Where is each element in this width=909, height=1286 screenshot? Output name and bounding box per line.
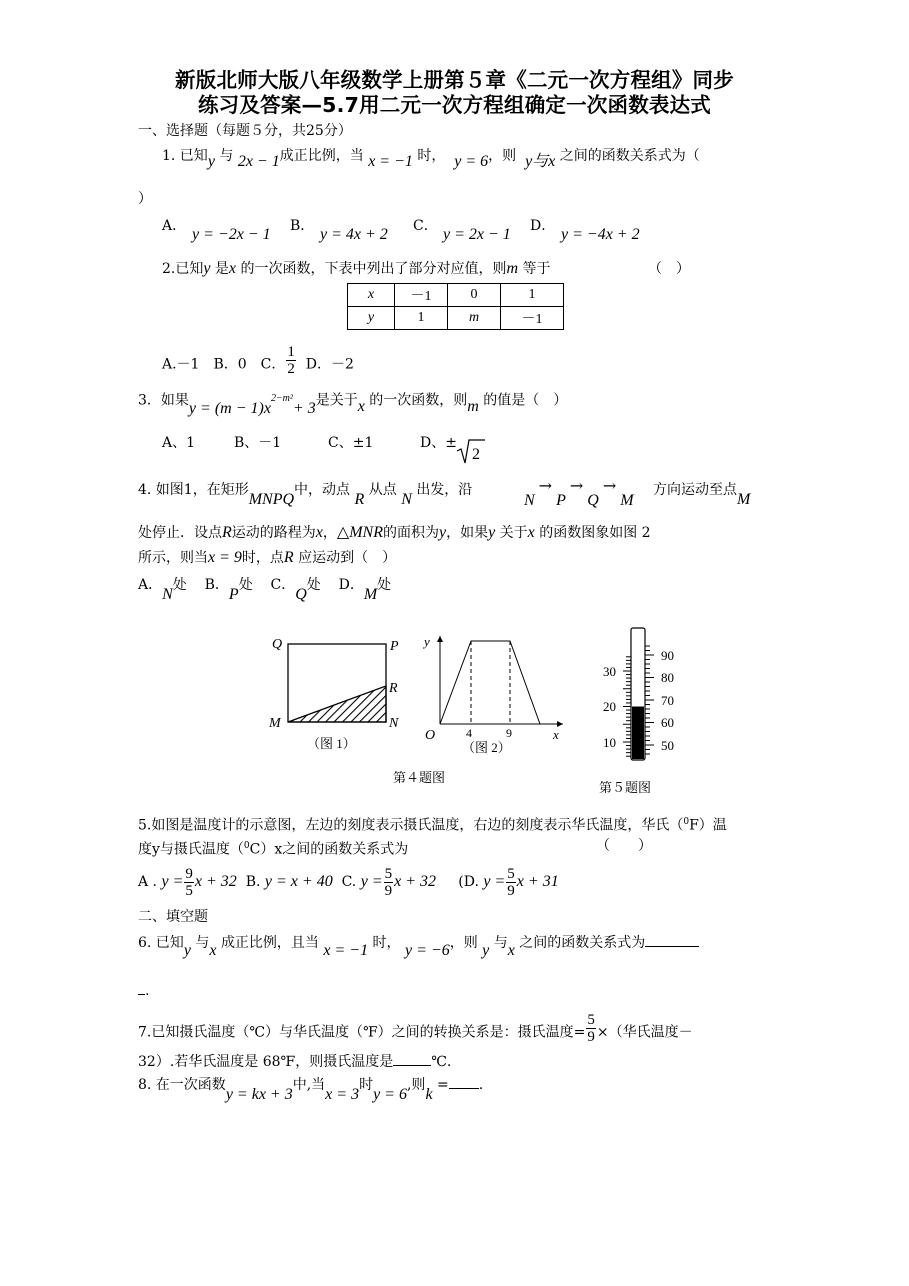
q8-text: ,则 — [406, 1077, 426, 1093]
q4-text: 4. 如图1，在矩形 — [138, 482, 249, 498]
q8-condition-x: x = 3 — [325, 1086, 360, 1103]
q4-text: 中，动点 — [294, 482, 351, 498]
q8-text: 中,当 — [292, 1077, 326, 1093]
table-cell: 1 — [501, 284, 564, 307]
q5-text: 5.如图是温度计的示意图，左边的刻度表示摄氏温度，右边的刻度表示华氏温度，华氏（ — [138, 817, 684, 834]
fig2-axis-x: x — [553, 727, 559, 742]
page-title: 新版北师大版八年级数学上册第５章《二元一次方程组》同步 — [175, 68, 734, 92]
q8-prefix: 8. 在一次函数 — [138, 1077, 226, 1093]
table-cell: x — [348, 284, 395, 307]
fraction-denominator: 9 — [587, 1029, 595, 1045]
q5-text: C）x之间的函数关系式为 — [249, 841, 409, 858]
q6-var-y: y — [482, 942, 490, 959]
q5-option-c-tail: x + 32 — [394, 873, 437, 890]
q8-condition-y: y = 6 — [373, 1086, 407, 1103]
q1-prefix: 1. 已知 — [162, 148, 208, 164]
q2-var-y: y — [203, 260, 211, 277]
section-heading-fill: 二、填空题 — [138, 909, 208, 925]
q2-value-table — [347, 283, 564, 330]
q1-text: 时， — [417, 148, 446, 164]
sqrt-symbol — [455, 437, 485, 467]
q5-option-label: (D. — [458, 874, 479, 890]
q4-path-point: M — [620, 492, 634, 509]
q6-var-x: x — [507, 942, 515, 959]
q5-text: 度y与摄氏温度（ — [138, 841, 244, 858]
q4-text: 的函数图象如图 2 — [539, 525, 651, 541]
q2-var-m: m — [506, 260, 519, 277]
fig1-label-n: N — [389, 716, 399, 731]
q2-text: 是 — [214, 261, 229, 277]
q4-text: ， — [322, 525, 337, 541]
table-cell: －1 — [501, 307, 564, 330]
q4-option-label: D． — [338, 577, 364, 593]
table-cell: 1 — [395, 307, 448, 330]
q6-text: 时， — [372, 935, 401, 951]
q4-text: 从点 — [368, 482, 397, 498]
q5-option-d-tail: x + 31 — [516, 873, 559, 890]
q5-option-label: B. — [245, 874, 261, 890]
q6-condition-y: y = −6 — [405, 942, 450, 959]
q1-close-paren: ） — [138, 191, 152, 207]
arrow-right-icon: → — [602, 476, 617, 495]
q5-answer-paren: （ ） — [596, 838, 652, 854]
question-2 — [162, 260, 551, 278]
q8-answer-blank[interactable] — [449, 1088, 479, 1089]
table-cell: m — [448, 307, 501, 330]
q6-condition-x: x = −1 — [323, 942, 369, 959]
q4-point-m: M — [737, 491, 751, 508]
q4-options — [138, 576, 392, 603]
q3-var-x: x — [357, 397, 365, 415]
q5-option-b: y = x + 40 — [264, 873, 333, 890]
q4-option-tail: 处 — [377, 577, 392, 593]
q5-option-a-tail: x + 32 — [194, 873, 237, 890]
fraction-denominator: 5 — [185, 882, 193, 899]
celsius-label-30: 30 — [603, 664, 616, 679]
q1-option-c: y = 2x − 1 — [443, 226, 511, 243]
question-4-line2: 处停止．设点R运动的路程为x，△MNR的面积为y，如果y 关于x 的函数图象如图 2 — [138, 524, 651, 541]
q5-options — [138, 863, 559, 901]
q4-point-r: R — [222, 524, 232, 541]
q6-answer-blank-cont[interactable] — [138, 994, 145, 995]
fig1-label-r: R — [389, 681, 398, 696]
q7-text: 7.已知摄氏温度（℃）与华氏温度（℉）之间的转换关系是：摄氏温度= — [138, 1024, 586, 1041]
q8-text: = — [437, 1077, 449, 1093]
q4-text: 所示，则当 — [138, 550, 208, 566]
q1-option-a-label: A． — [162, 218, 187, 234]
q1-text: 之间的函数关系式为（ — [559, 148, 700, 164]
q3-exponent: 2−m² — [270, 393, 293, 404]
q2-option-d: D．－2 — [305, 356, 354, 373]
q1-condition-y: y = 6 — [454, 153, 489, 170]
q5-option-a: y = — [161, 873, 184, 890]
question-7-line1 — [138, 1012, 693, 1052]
q3-text: 的一次函数，则 — [369, 392, 468, 409]
fraction-denominator: 9 — [384, 882, 393, 899]
q5-superscript: 0 — [243, 841, 250, 851]
q6-line2 — [138, 982, 149, 1000]
fahrenheit-label-80: 80 — [661, 670, 674, 685]
q4-option-label: C． — [270, 577, 296, 593]
q2-option-c-fraction — [286, 344, 296, 377]
arrow-right-icon: → — [538, 476, 553, 495]
q3-expression-tail: + 3 — [292, 399, 316, 417]
q4-text: ，如果 — [446, 525, 489, 541]
fig2-tick-4: 4 — [466, 726, 472, 740]
celsius-label-10: 10 — [603, 735, 616, 750]
q4-option-label: A． — [138, 577, 163, 593]
fahrenheit-label-50: 50 — [661, 738, 674, 753]
fig1-label-p: P — [390, 639, 399, 654]
q4-option-point: M — [363, 586, 378, 603]
q5-superscript: 0 — [683, 817, 690, 827]
q2-text: 等于 — [522, 261, 551, 277]
q5-text: F）温 — [689, 817, 727, 834]
q4-option-tail: 处 — [306, 577, 321, 593]
q6-text: 与 — [195, 935, 210, 951]
q1-option-b-label: B． — [290, 218, 315, 234]
question-6 — [138, 934, 699, 959]
fahrenheit-label-90: 90 — [661, 648, 674, 663]
q6-text: 之间的函数关系式为 — [519, 935, 646, 951]
q4-point-r: R — [283, 549, 294, 566]
q3-text: 的值是（ ） — [483, 392, 568, 409]
q4-option-label: B． — [204, 577, 229, 593]
q7-answer-blank[interactable] — [393, 1065, 431, 1066]
q5-option-label: A . — [138, 874, 158, 890]
sqrt-radicand: 2 — [472, 446, 480, 463]
q4-option-point: N — [162, 586, 173, 603]
q3-option-a: A、1 — [162, 435, 196, 451]
figure-5-caption: 第５题图 — [599, 781, 652, 796]
q6-var-x: x — [209, 942, 217, 959]
q1-relation: y与x — [525, 153, 556, 170]
question-4-line3 — [138, 549, 396, 567]
q1-option-b: y = 4x + 2 — [320, 226, 388, 243]
fraction-numerator: 5 — [384, 865, 393, 882]
q7-text: ℃. — [431, 1054, 452, 1070]
q8-text: 时 — [359, 1077, 374, 1093]
q3-option-d: D、± — [420, 435, 457, 451]
table-cell: 0 — [448, 284, 501, 307]
table-cell: －1 — [395, 284, 448, 307]
figure-4-caption: 第４题图 — [393, 771, 446, 786]
q1-option-d: y = −4x + 2 — [561, 226, 640, 243]
thermometer-figure — [595, 624, 695, 764]
q6-text: 成正比例，且当 — [220, 935, 319, 951]
q2-var-x: x — [228, 260, 237, 277]
celsius-label-20: 20 — [603, 699, 616, 714]
q7-text: 32）.若华氏温度是 68℉，则摄氏温度是 — [138, 1054, 394, 1070]
question-1-line1 — [162, 147, 700, 170]
q6-end: . — [145, 983, 150, 999]
q5-option-label: C. — [341, 874, 357, 890]
q5-option-c-fraction — [384, 866, 394, 899]
q6-text: 与 — [493, 935, 508, 951]
q4-text-end — [653, 481, 751, 508]
q2-prefix: 2.已知 — [162, 261, 204, 277]
mercury-column — [632, 707, 644, 760]
q1-option-d-label: D． — [530, 218, 556, 234]
q4-rectangle-name: MNPQ — [248, 491, 295, 508]
q1-text: 与 — [219, 148, 234, 164]
q4-option-point: Q — [295, 586, 307, 603]
q2-options-ab: A.－1 B．0 C． — [162, 356, 286, 373]
q3-prefix: 3．如果 — [138, 392, 189, 409]
q5-option-c: y = — [360, 873, 383, 890]
fraction-numerator: 5 — [507, 865, 515, 882]
q4-condition: x = 9 — [208, 549, 242, 566]
q1-var-y: y — [207, 153, 215, 170]
q4-path-point: N — [524, 492, 535, 509]
table-row — [348, 307, 564, 330]
arrow-right-icon: → — [569, 476, 584, 495]
fig1-caption: （图 1） — [307, 736, 356, 751]
fahrenheit-label-60: 60 — [661, 715, 674, 730]
q6-text: ，则 — [449, 935, 478, 951]
question-8 — [138, 1076, 484, 1103]
q8-end: . — [478, 1077, 484, 1093]
q2-answer-paren: （ ） — [648, 261, 690, 277]
fraction-numerator: 9 — [185, 865, 193, 882]
q4-text: 处停止．设点 — [138, 525, 222, 541]
section-heading-choice: 一、选择题（每题５分，共25分） — [138, 123, 352, 139]
q6-answer-blank[interactable] — [645, 946, 699, 947]
fraction-numerator: 5 — [587, 1012, 595, 1028]
fig2-tick-9: 9 — [506, 726, 512, 740]
q4-path-point: Q — [587, 492, 599, 509]
fig2-origin: O — [425, 728, 436, 743]
page-subtitle: 练习及答案—5.7用二元一次方程组确定一次函数表达式 — [197, 93, 711, 117]
q4-text: 出发，沿 — [416, 482, 473, 498]
figure-2-graph — [420, 630, 570, 758]
q1-text: ，则 — [488, 148, 517, 164]
fraction-numerator: 1 — [287, 344, 295, 360]
q1-option-c-label: C． — [413, 218, 438, 234]
question-5-line1 — [138, 813, 727, 835]
q4-path — [524, 476, 634, 509]
table-row — [348, 284, 564, 307]
q4-text: 运动的路程为 — [231, 525, 316, 541]
q2-text: 的一次函数，下表中列出了部分对应值，则 — [240, 261, 507, 277]
q5-option-d-fraction — [506, 866, 516, 899]
q4-text: 时，点 — [241, 550, 284, 566]
q4-option-tail: 处 — [238, 577, 253, 593]
fraction-denominator: 9 — [507, 882, 515, 899]
q3-expression: y = (m − 1)x — [188, 399, 271, 417]
figure-1-rectangle — [262, 632, 412, 754]
q1-text: 成正比例，当 — [279, 148, 364, 164]
q5-option-a-fraction — [184, 866, 194, 899]
q4-text: 应运动到（ ） — [298, 550, 397, 566]
q3-var-m: m — [467, 397, 479, 415]
q3-option-b: B、－1 — [234, 435, 282, 451]
q4-option-tail: 处 — [172, 577, 187, 593]
question-5-line2 — [138, 837, 408, 859]
q7-text: ×（华氏温度－ — [596, 1024, 693, 1041]
q3-text: 是关于 — [315, 392, 358, 409]
q4-option-point: P — [228, 586, 239, 603]
q5-option-d: y = — [483, 873, 506, 890]
q8-var-k: k — [425, 1086, 433, 1103]
q7-fraction — [586, 1012, 596, 1045]
fig1-label-q: Q — [272, 637, 283, 652]
q1-expression: 2x − 1 — [237, 153, 280, 170]
q4-text: 关于 — [499, 525, 528, 541]
question-7-line2 — [138, 1053, 451, 1071]
fig2-axis-y: y — [424, 634, 430, 649]
q2-options — [162, 344, 354, 381]
fraction-denominator: 2 — [287, 361, 295, 377]
q4-point-r: R — [354, 491, 365, 508]
q4-point-n: N — [401, 491, 412, 508]
q4-triangle: △MNR — [336, 524, 383, 541]
q1-option-a: y = −2x − 1 — [192, 226, 271, 243]
q1-condition-x: x = −1 — [368, 153, 413, 170]
q4-text: 的面积为 — [382, 525, 439, 541]
table-cell: y — [348, 307, 395, 330]
q4-path-point: P — [556, 492, 566, 509]
q8-expression: y = kx + 3 — [225, 1086, 293, 1103]
fig1-label-m: M — [269, 716, 281, 731]
q4-text: 方向运动至点 — [653, 482, 737, 498]
question-4-line1 — [138, 481, 473, 508]
fig2-caption: （图 2） — [462, 740, 511, 755]
q6-var-y: y — [183, 942, 191, 959]
fahrenheit-label-70: 70 — [661, 693, 674, 708]
q3-option-c: C、±1 — [328, 435, 374, 451]
q6-prefix: 6. 已知 — [138, 935, 184, 951]
question-3 — [138, 388, 568, 417]
